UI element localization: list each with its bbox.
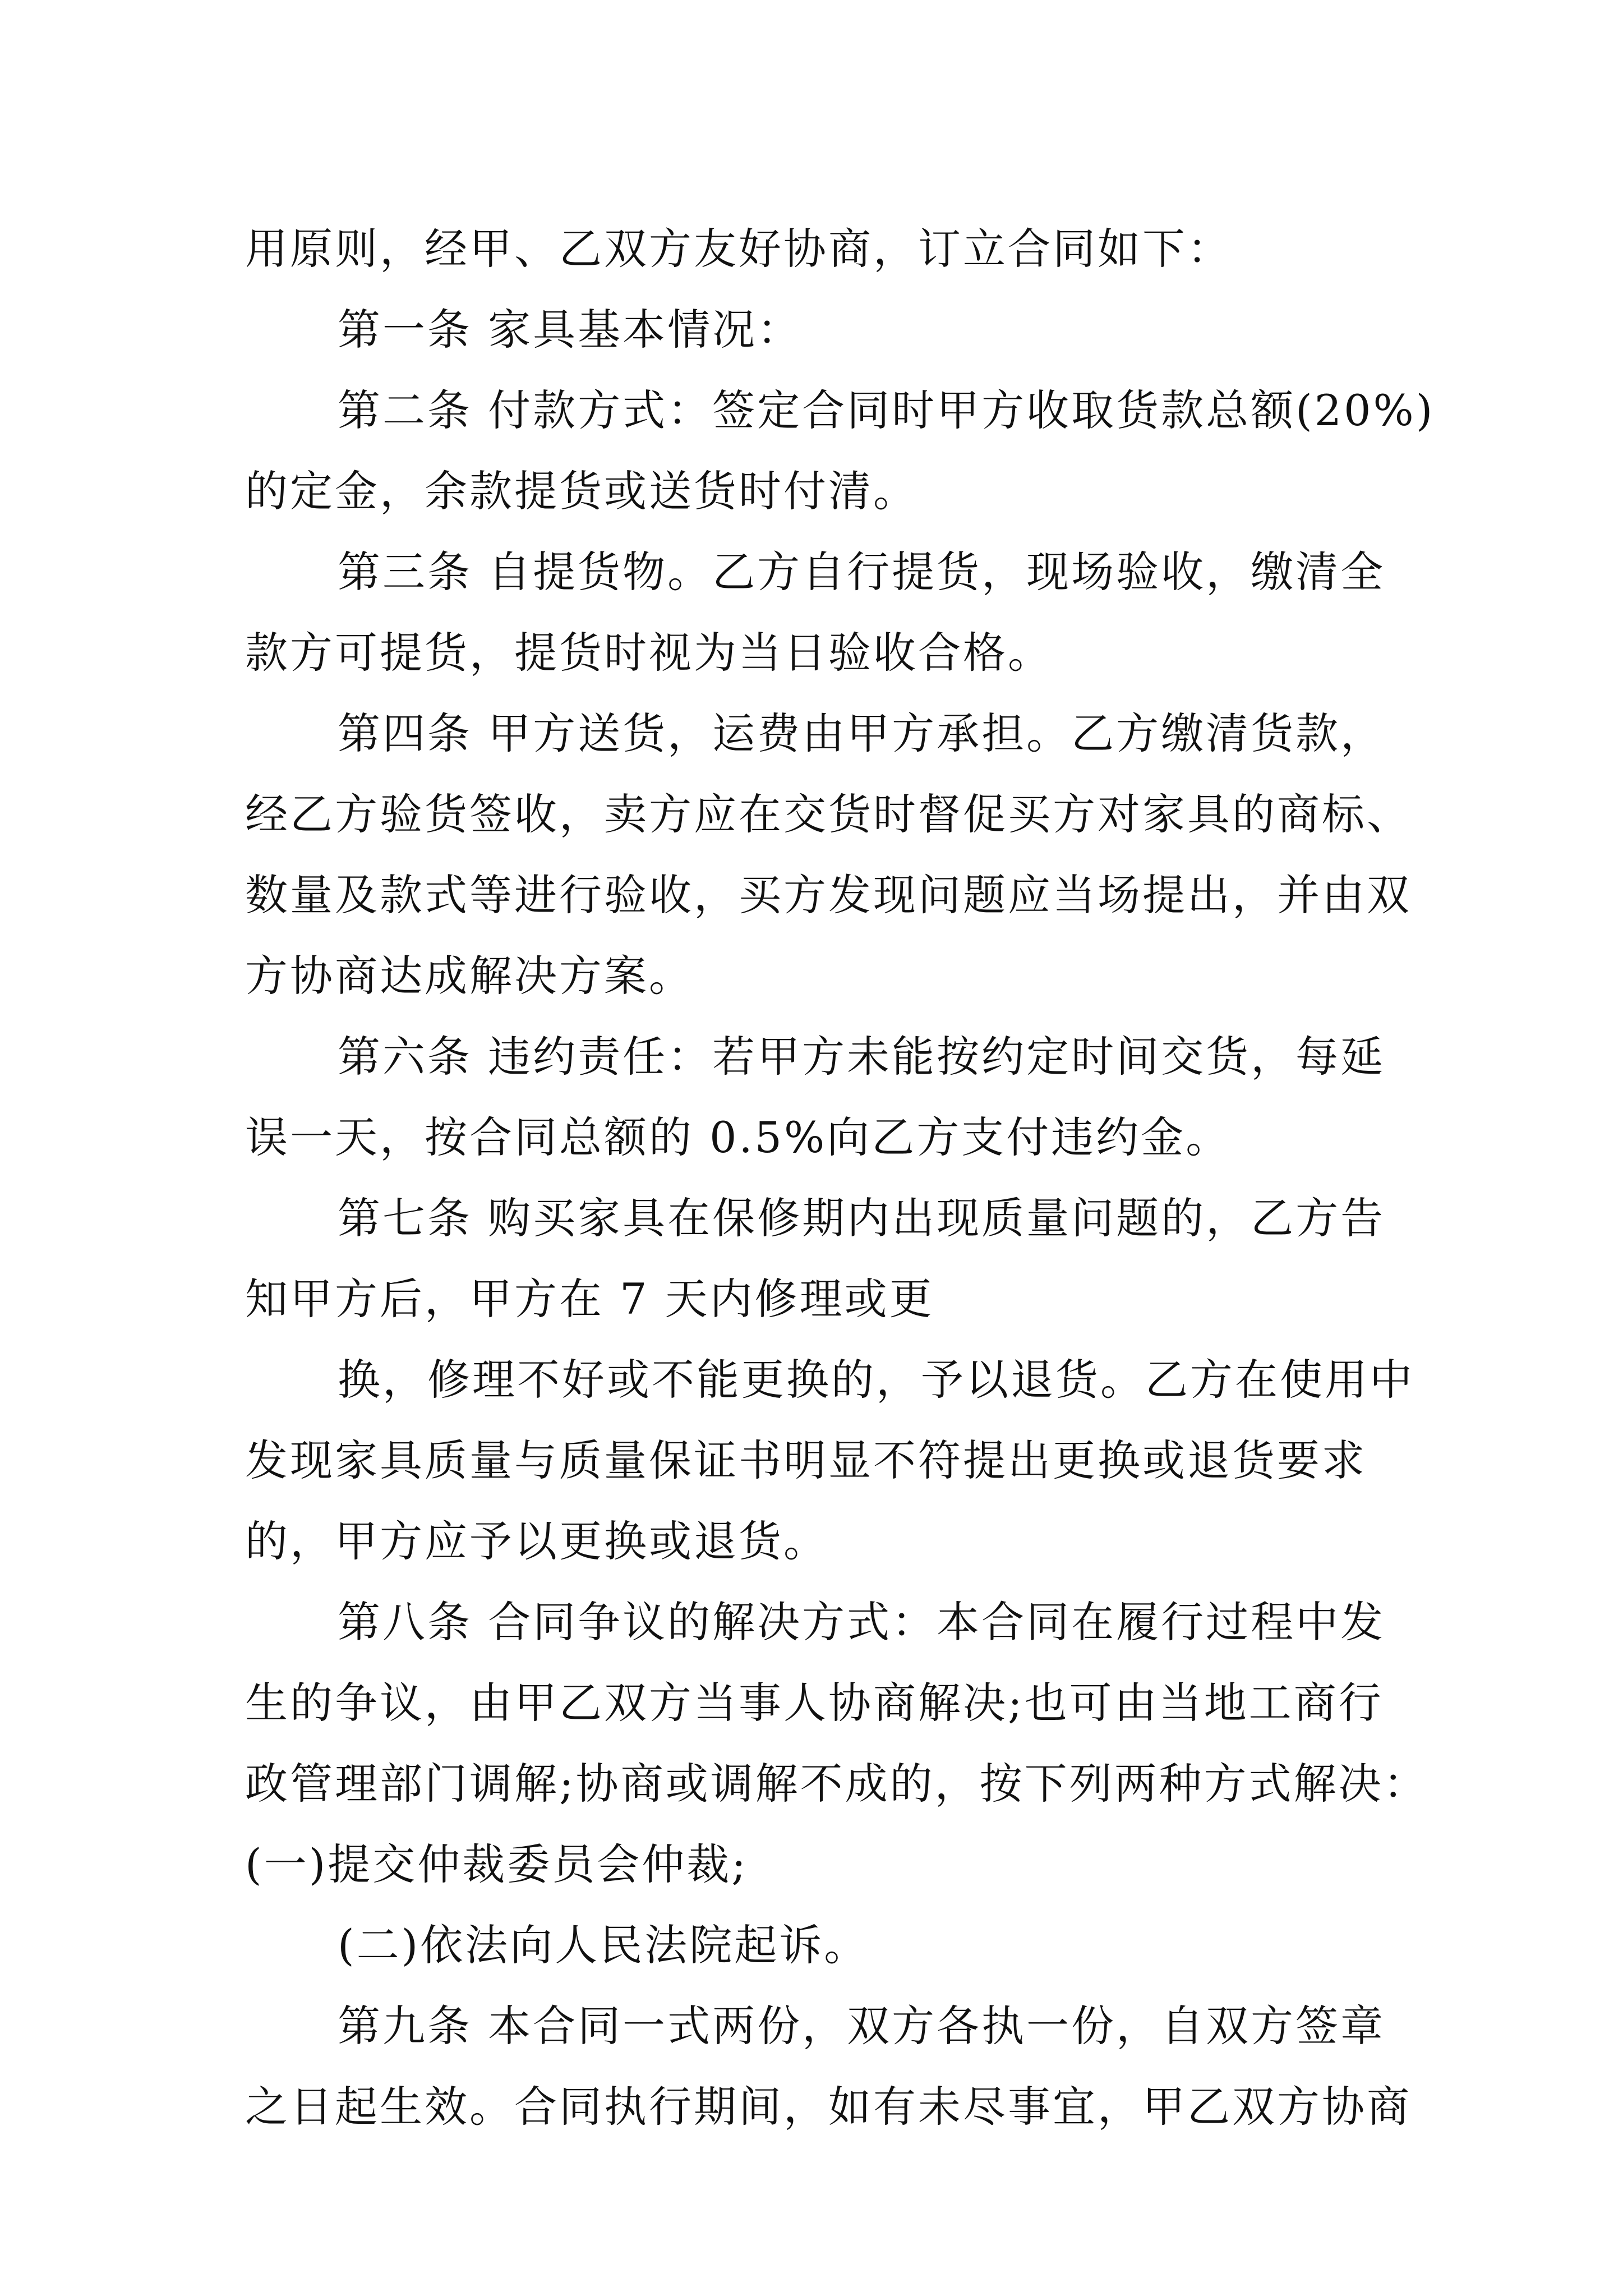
text-line: 换，修理不好或不能更换的，予以退货。乙方在使用中 <box>338 1355 1414 1405</box>
text-line: 知甲方后，甲方在 7 天内修理或更 <box>245 1274 934 1324</box>
text-line: 的，甲方应予以更换或退货。 <box>245 1516 828 1566</box>
text-line: 的定金，余款提货或送货时付清。 <box>245 466 918 516</box>
text-line: 经乙方验货签收，卖方应在交货时督促买方对家具的商标、 <box>245 789 1412 839</box>
contract-body <box>245 209 1435 2147</box>
list-item-litigation: (二)依法向人民法院起诉。 <box>338 1920 869 1970</box>
clause-6: 第六条 违约责任：若甲方未能按约定时间交货，每延 <box>338 1032 1386 1082</box>
clause-3: 第三条 自提货物。乙方自行提货，现场验收，缴清全 <box>338 547 1386 597</box>
text-line: 生的争议，由甲乙双方当事人协商解决;也可由当地工商行 <box>245 1678 1384 1728</box>
text-line: 用原则，经甲、乙双方友好协商，订立合同如下： <box>245 224 1232 274</box>
text-line: 发现家具质量与质量保证书明显不符提出更换或退货要求 <box>245 1435 1367 1485</box>
text-line: 政管理部门调解;协商或调解不成的，按下列两种方式解决： <box>245 1759 1428 1809</box>
list-item-arbitration: (一)提交仲裁委员会仲裁; <box>245 1839 748 1889</box>
clause-2: 第二条 付款方式：签定合同时甲方收取货款总额(20%) <box>338 385 1435 435</box>
clause-7: 第七条 购买家具在保修期内出现质量问题的，乙方告 <box>338 1193 1386 1243</box>
text-line: 款方可提货，提货时视为当日验收合格。 <box>245 628 1053 678</box>
text-line: 之日起生效。合同执行期间，如有未尽事宜，甲乙双方协商 <box>245 2082 1412 2132</box>
clause-4: 第四条 甲方送货，运费由甲方承担。乙方缴清货款， <box>338 708 1386 758</box>
text-line: 误一天，按合同总额的 0.5%向乙方支付违约金。 <box>245 1112 1231 1162</box>
text-line: 数量及款式等进行验收，买方发现问题应当场提出，并由双 <box>245 870 1412 920</box>
clause-1: 第一条 家具基本情况： <box>338 305 803 355</box>
clause-8: 第八条 合同争议的解决方式：本合同在履行过程中发 <box>338 1597 1386 1647</box>
text-line: 方协商达成解决方案。 <box>245 951 694 1001</box>
clause-9: 第九条 本合同一式两份，双方各执一份，自双方签章 <box>338 2001 1386 2051</box>
